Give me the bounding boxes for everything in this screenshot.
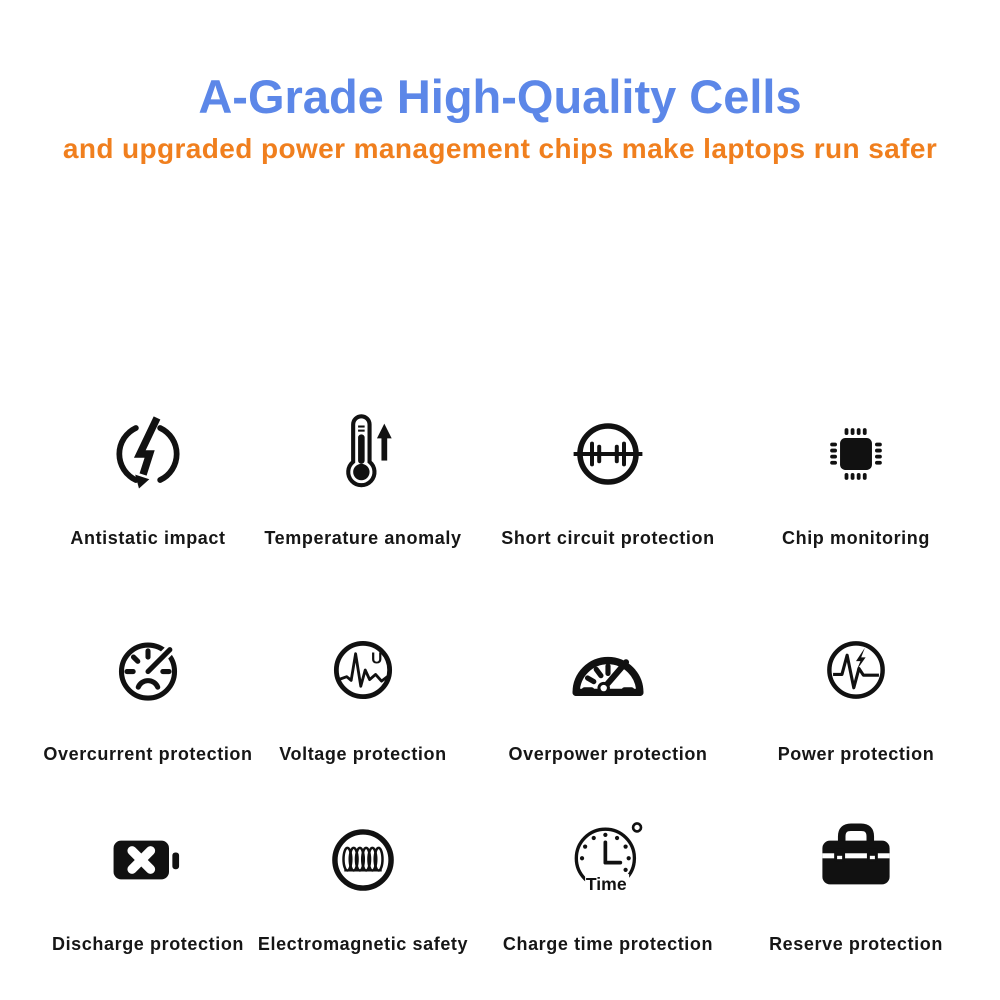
feature-label: Electromagnetic safety bbox=[257, 934, 469, 954]
pulse-lightning-icon bbox=[819, 633, 893, 707]
feature-label: Charge time protection bbox=[502, 934, 714, 954]
icon-box bbox=[326, 622, 400, 718]
thermometer-rise-icon bbox=[322, 413, 404, 495]
icon-box bbox=[107, 406, 189, 502]
antistatic-lightning-icon bbox=[107, 413, 189, 495]
feature-voltage bbox=[238, 622, 488, 765]
feature-row-2 bbox=[0, 622, 1000, 765]
icon-box bbox=[565, 622, 651, 718]
feature-electromagnetic bbox=[238, 812, 488, 955]
short-circuit-icon bbox=[568, 414, 648, 494]
feature-overcurrent bbox=[23, 622, 273, 765]
coil-icon bbox=[324, 821, 402, 899]
page-title: A-Grade High-Quality Cells bbox=[198, 70, 802, 123]
feature-overpower bbox=[483, 622, 733, 765]
icon-box bbox=[322, 406, 404, 502]
feature-power bbox=[731, 622, 981, 765]
voltage-unit-letter: U bbox=[371, 650, 383, 668]
time-word: Time bbox=[585, 873, 627, 894]
feature-label: Chip monitoring bbox=[782, 528, 930, 548]
icon-box bbox=[819, 622, 893, 718]
gauge-face-icon bbox=[109, 631, 187, 709]
icon-box bbox=[568, 406, 648, 502]
icon-box bbox=[106, 812, 190, 908]
feature-temperature bbox=[238, 406, 488, 549]
feature-label: Overcurrent protection bbox=[43, 744, 253, 764]
toolbox-icon bbox=[814, 818, 898, 902]
feature-row-1 bbox=[0, 406, 1000, 549]
voltage-wave-icon bbox=[326, 633, 400, 707]
icon-box bbox=[324, 812, 402, 908]
feature-label: Voltage protection bbox=[279, 744, 447, 764]
feature-chip-monitoring bbox=[731, 406, 981, 549]
icon-box bbox=[814, 812, 898, 908]
feature-label: Power protection bbox=[777, 744, 935, 764]
feature-row-3 bbox=[0, 812, 1000, 955]
feature-short-circuit bbox=[483, 406, 733, 549]
feature-discharge bbox=[23, 812, 273, 955]
battery-x-icon bbox=[106, 818, 190, 902]
feature-label: Short circuit protection bbox=[501, 528, 715, 548]
feature-label: Antistatic impact bbox=[70, 528, 226, 548]
clock-time-icon bbox=[564, 816, 652, 904]
chip-icon bbox=[818, 416, 894, 492]
feature-label: Discharge protection bbox=[51, 934, 245, 954]
feature-reserve bbox=[731, 812, 981, 955]
feature-label: Reserve protection bbox=[769, 934, 943, 954]
icon-box bbox=[818, 406, 894, 502]
feature-charge-time bbox=[483, 812, 733, 955]
icon-box bbox=[564, 812, 652, 908]
icon-box bbox=[109, 622, 187, 718]
feature-label: Temperature anomaly bbox=[264, 528, 462, 548]
page-subtitle: and upgraded power management chips make laptops run safer bbox=[62, 133, 938, 165]
feature-antistatic bbox=[23, 406, 273, 549]
speedometer-icon bbox=[565, 627, 651, 713]
feature-label: Overpower protection bbox=[508, 744, 708, 764]
